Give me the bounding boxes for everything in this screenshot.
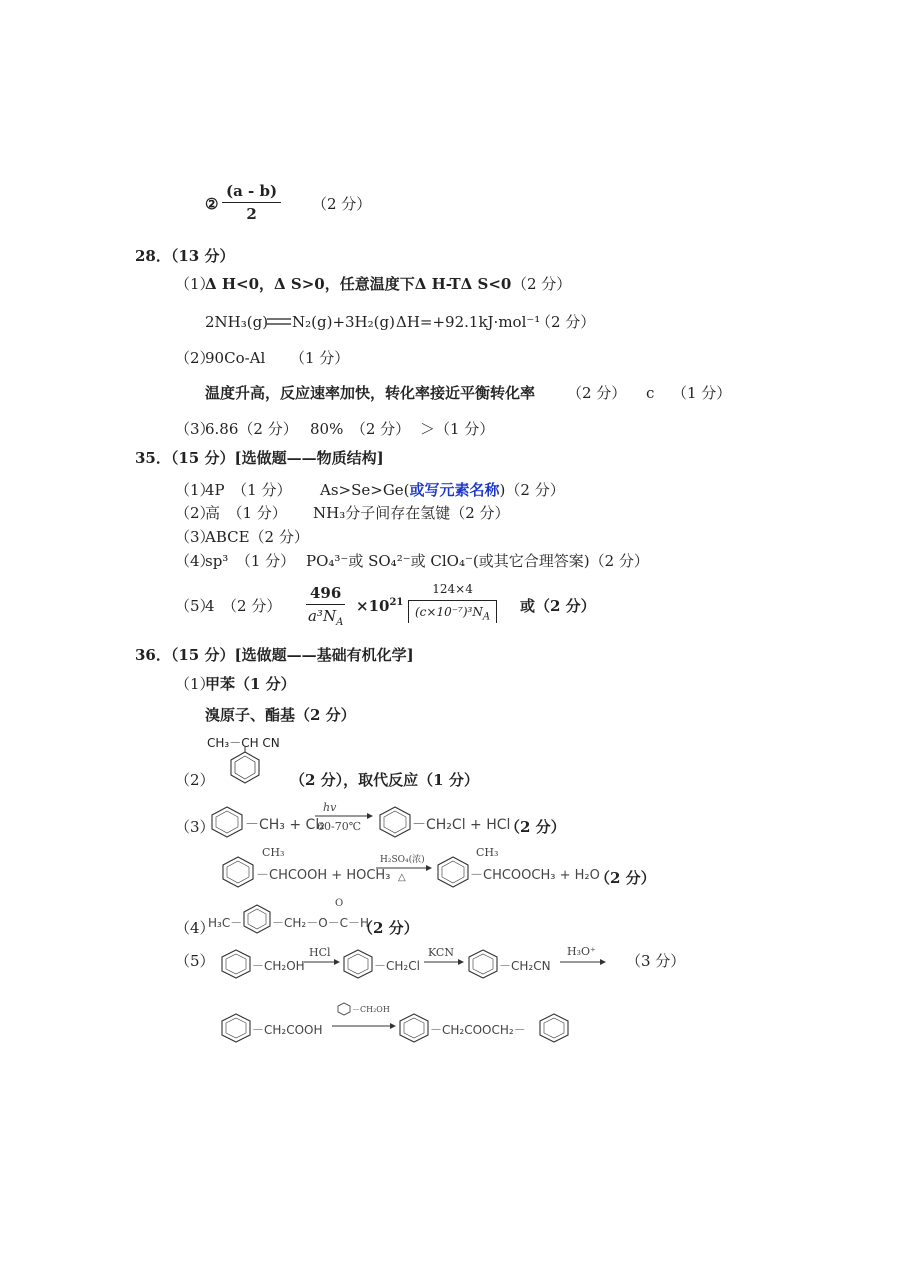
synthesis-reagent-2: KCN [428,946,454,959]
q28-p2-explanation-score: （2 分） [567,384,627,402]
q35-l1-b [320,480,565,500]
q36-l4-score: （2 分） [358,919,419,937]
q36-l2-struct-top: CH₃－CH CN [207,736,280,750]
q35-l3-a: ABCE（2 分） [205,528,309,546]
reaction-2-condition-top: H₂SO₄(浓) [380,855,425,865]
reaction-1-score: （2 分） [505,818,566,836]
density-formula-2 [408,580,497,623]
formula-2-denominator: $(c\times 10^{-7})^3N_A$ [408,601,497,623]
formula-2-numerator: 124×4 [408,580,497,601]
synthesis-step-3: －CH₂CN [499,959,551,973]
synthesis-reagent-4: －CH₂OH [352,1005,390,1014]
q28-p2-text: 90Co-Al [205,349,266,367]
q35-l4-label: （4） [175,552,215,570]
reaction-2-left: －CHCOOH + HOCH₃ [256,868,391,883]
benzene-ring-icon [218,855,258,889]
q36-l2-score: （2 分），取代反应（1 分） [290,771,479,789]
formula-1-numerator: 496 [306,583,345,605]
q36-l2-label: （2） [175,771,215,789]
benzene-ring-icon [536,1012,572,1044]
benzene-ring-icon [465,948,501,980]
reaction-2-score: （2 分） [595,869,656,887]
q35-l1-label: （1） [175,481,215,499]
q35-l1-blue: 或写元素名称 [409,481,500,499]
benzene-ring-icon [433,855,473,889]
formula-2-den-text: (c×10⁻⁷)³N [415,605,483,619]
q28-p1-score: （2 分） [512,275,572,293]
q35-heading: 35．（15 分）[选做题——物质结构] [135,449,384,467]
reaction-arrow-icon [304,958,340,966]
q28-p3-b: 80% （2 分） [310,420,411,438]
q35-l4-a: sp³ （1 分） [205,552,296,570]
reaction-2-condition-bottom: △ [398,872,406,883]
reaction-1-right: －CH₂Cl + HCl [412,817,511,833]
q36-l4-carbonyl-o: O [335,898,344,909]
q35-l1-a: 4P （1 分） [205,481,292,499]
fraction-numerator: (a - b) [222,181,281,203]
q35-l3-label: （3） [175,528,215,546]
benzene-ring-icon [240,903,274,935]
benzene-ring-icon [336,1002,352,1016]
q36-l5-label: （5） [175,952,215,970]
q28-p3-label: （3） [175,420,215,438]
synthesis-reagent-1: HCl [309,946,331,959]
q36-l4-label: （4） [175,919,215,937]
fraction-denominator: 2 [246,205,257,223]
equation-score: （2 分） [536,313,596,331]
q36-l1-a: 甲苯（1 分） [205,675,296,693]
q28-p2-c: c [646,384,655,402]
synthesis-step-2: －CH₂Cl [374,959,420,973]
equation-left: 2NH₃(g) [205,313,269,331]
q28-p2-score: （1 分） [290,349,350,367]
q28-heading: 28．（13 分） [135,247,235,265]
synthesis-step-4: －CH₂COOH [252,1023,323,1037]
q35-l1-c: )（2 分） [499,481,565,499]
q36-l5-score: （3 分） [626,952,686,970]
q28-p1-label: （1） [175,275,215,293]
benzene-ring-icon [218,948,254,980]
reaction-2-ch3-left: CH₃ [262,846,285,859]
q35-l1-b-text: As>Se>Ge( [320,481,410,499]
synthesis-step-5: －CH₂COOCH₂－ [430,1023,526,1037]
circle-marker: ② [205,195,219,213]
benzene-ring-icon [340,948,376,980]
formula-1-multiplier [356,596,403,616]
q36-l4-left: H₃C－ [208,916,243,930]
q35-l5-label: （5） [175,597,215,615]
fraction-a-minus-b [222,181,281,224]
q28-p3-c: ＞（1 分） [420,420,495,438]
equation-enthalpy: ΔH=+92.1kJ·mol⁻¹ [396,313,541,331]
q36-l3-label: （3） [175,818,215,836]
reaction-1-condition-bottom: 60-70℃ [317,820,362,833]
q28-p2-explanation: 温度升高，反应速率加快，转化率接近平衡转化率 [205,384,536,402]
benzene-ring-icon [396,1012,432,1044]
formula-1-denominator: $a^3N_A$ [307,607,344,628]
q35-l5-or: 或（2 分） [520,597,596,615]
reaction-arrow-icon [560,958,606,966]
reaction-1-left: －CH₃ + Cl₂ [245,817,325,833]
equation-right: N₂(g)+3H₂(g) [292,313,395,331]
synthesis-reagent-3: H₃O⁺ [567,945,596,958]
benzene-ring-icon [225,746,265,786]
formula-1-den-text: a³N [307,607,337,625]
q36-heading: 36．（15 分）[选做题——基础有机化学] [135,646,414,664]
reaction-arrow-icon [376,864,432,872]
q28-p2-label: （2） [175,349,215,367]
benzene-ring-icon [207,805,247,839]
score: （2 分） [312,195,372,213]
q36-l1-b: 溴原子、酯基（2 分） [205,706,356,724]
formula-1-exponent: 21 [389,597,404,608]
q35-l5-a: 4 （2 分） [205,597,282,615]
equilibrium-sign [266,316,292,328]
q35-l4-b: PO₄³⁻或 SO₄²⁻或 ClO₄⁻(或其它合理答案)（2 分） [306,552,649,570]
benzene-ring-icon [375,805,415,839]
q28-p1-text: Δ H<0，Δ S>0，任意温度下Δ H-TΔ S<0 [205,275,512,293]
q35-l2-label: （2） [175,504,215,522]
reaction-2-right: －CHCOOCH₃ + H₂O [470,868,600,883]
reaction-arrow-icon [424,958,464,966]
benzene-ring-icon [218,1012,254,1044]
q36-l4-right: －CH₂－O－C－H [272,916,370,930]
q36-l1-label: （1） [175,675,215,693]
reaction-1-condition-top: hv [323,801,337,814]
reaction-2-ch3-right: CH₃ [476,846,499,859]
q35-l2-b: NH₃分子间存在氢键（2 分） [313,504,510,522]
reaction-arrow-icon [332,1022,396,1030]
q28-p3-a: 6.86（2 分） [205,420,298,438]
q28-p2-c-score: （1 分） [672,384,732,402]
formula-1-mult-text: ×10 [356,597,390,615]
q35-l2-a: 高 （1 分） [205,504,287,522]
reaction-arrow-icon [315,812,373,820]
synthesis-step-1: －CH₂OH [252,959,305,973]
density-formula-1 [306,583,345,626]
